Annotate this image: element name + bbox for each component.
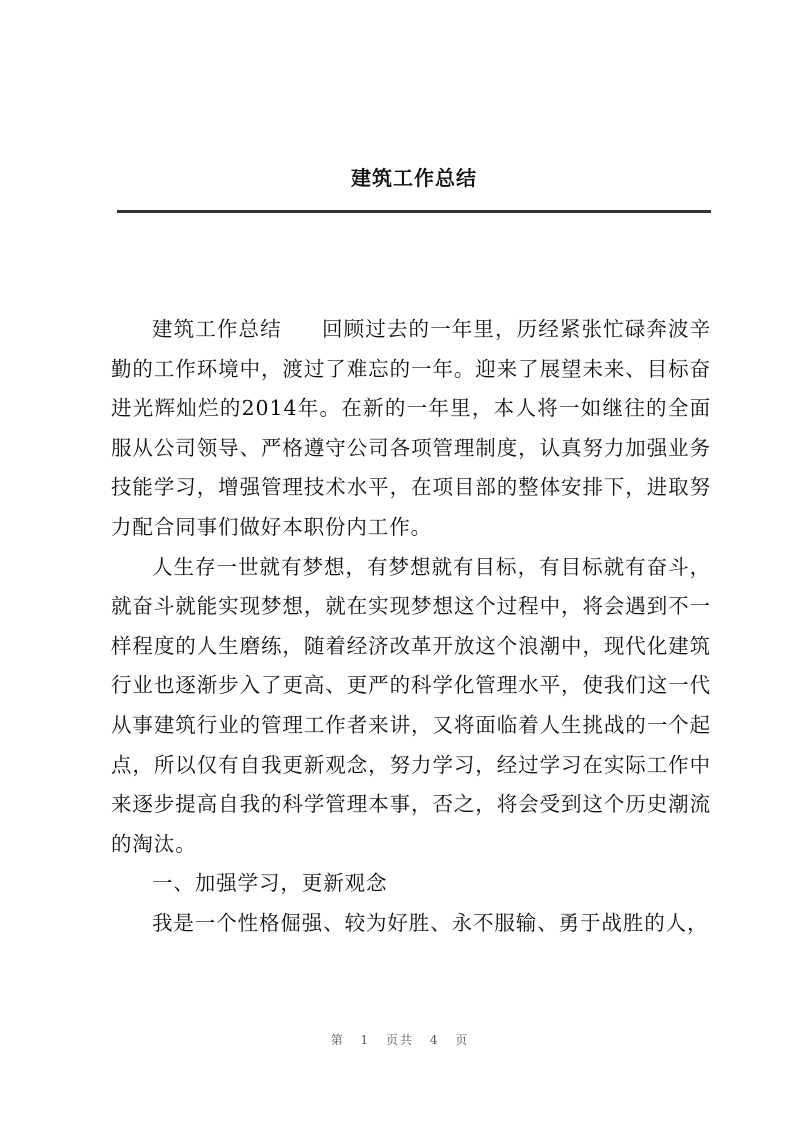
paragraph-intro-text: 回顾过去的一年里，历经紧张忙碌奔波辛勤的工作环境中，渡过了难忘的一年。迎来了展望未来、目标奋进光辉灿烂的2014年。在新的一年里，本人将一如继往的全面服从公司领导、严格遵守公司各项管理制度，认真努力加强业务技能学习，增强管理技术水平，在项目部的整体安排下，进取努力配合同事们做好本职份内工作。 [111, 317, 711, 539]
paragraph-dream: 人生存一世就有梦想，有梦想就有目标，有目标就有奋斗，就奋斗就能实现梦想，就在实现梦想这个过程中，将会遇到不一样程度的人生磨练，随着经济改革开放这个浪潮中，现代化建筑行业也逐渐步入了更高、更严的科学化管理水平，使我们这一代从事建筑行业的管理工作者来讲，又将面临着人生挑战的一个起点，所以仅有自我更新观念，努力学习，经过学习在实际工作中来逐步提高自我的科学管理本事，否之，将会受到这个历史潮流的淘汰。 [111, 554, 711, 856]
title-underline [117, 210, 711, 213]
document-header [117, 158, 711, 213]
paragraph-intro-lead: 建筑工作总结 [152, 317, 282, 341]
paragraph-personality: 我是一个性格倔强、较为好胜、永不服输、勇于战胜的人， [152, 910, 709, 935]
section-heading-study: 一、加强学习，更新观念 [152, 871, 388, 896]
paragraph-intro [111, 310, 711, 548]
page-number: 第 1 页共 4 页 [330, 1033, 470, 1047]
document-body [111, 310, 711, 944]
document-title: 建筑工作总结 [351, 166, 477, 190]
